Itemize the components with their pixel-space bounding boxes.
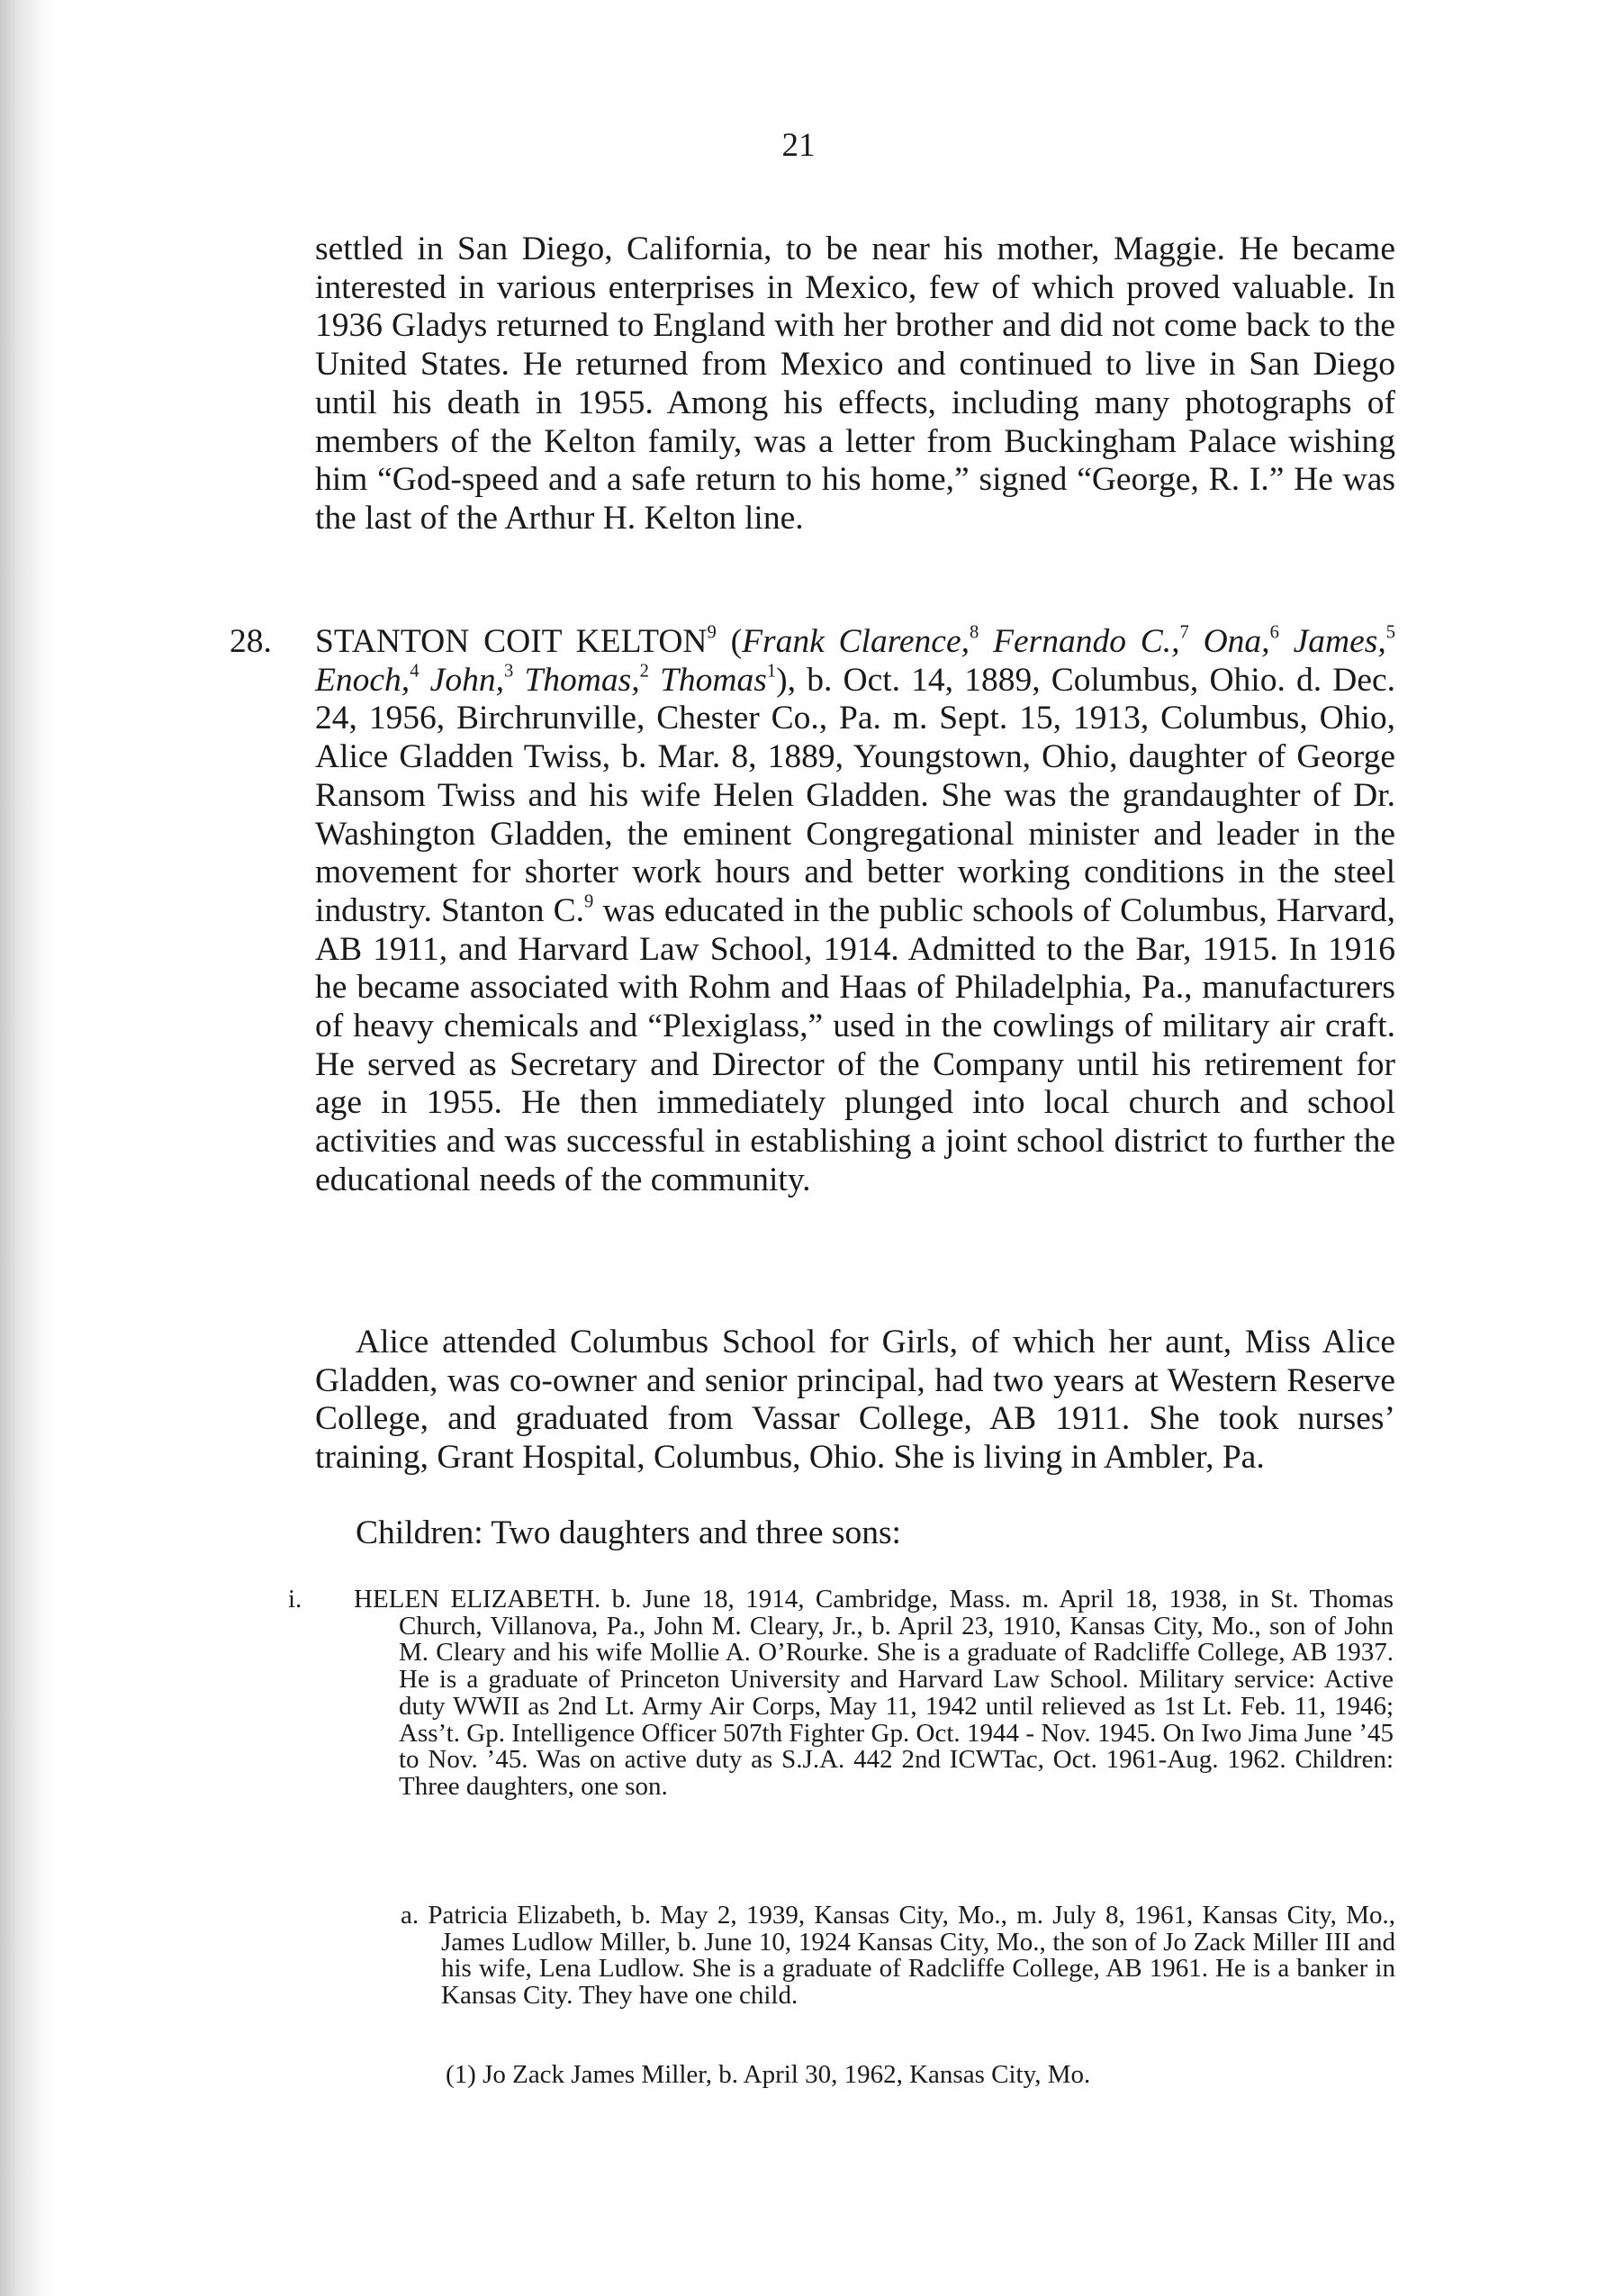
- ancestor: James,: [1293, 623, 1386, 660]
- ancestor: Thomas: [660, 661, 767, 699]
- ancestor-generation: 5: [1385, 622, 1396, 643]
- continuation-paragraph: settled in San Diego, California, to be near his mother, Maggie. He became interested in various enterprises in Mexico, few of which proved valuable. In 1936 Gladys returned to England with her brother and did not come back to the United States. He returned from Mexico and continued to live in San Diego until his death in 1955. Among his effects, including many photographs of members of the Kelton family, was a letter from Buckingham Palace wishing him “God-speed and a safe return to his home,” signed “George, R. I.” He was the last of the Arthur H. Kelton line.: [315, 231, 1395, 537]
- entry-name: STANTON COIT KELTON: [315, 623, 708, 660]
- great-grandchild-entry-1: (1) Jo Zack James Miller, b. April 30, 1962, Kansas City, Mo.: [446, 2060, 1091, 2089]
- entry-text-part-1: b. Oct. 14, 1889, Columbus, Ohio. d. Dec. 24, 1956, Birchrunville, Chester Co., Pa. m. Sept. 15, 1913, Columbus, Ohio, Alice Gladden Twiss, b. Mar. 8, 1889, Youngstown, Ohio, daughter of George Ransom Twiss and his wife Helen Gladden. She was the grandaughter of Dr. Washington Gladden, the eminent Congregational minister and leader in the movement for shorter work hours and better working conditions in the steel industry. Stanton C.: [315, 661, 1396, 929]
- stanton-generation: 9: [584, 891, 594, 912]
- book-spine-shadow: [0, 0, 54, 2296]
- ancestor-generation: 3: [503, 661, 514, 682]
- ancestor-generation: 8: [969, 622, 979, 643]
- entry-28-body: [315, 623, 1395, 1200]
- lineage-open: (: [730, 623, 743, 660]
- alice-paragraph: Alice attended Columbus School for Girls, of which her aunt, Miss Alice Gladden, was co-owner and senior principal, had two years at Western Reserve College, and graduated from Vassar College, AB 1911. She took nurses’ training, Grant Hospital, Columbus, Ohio. She is living in Ambler, Pa.: [315, 1324, 1395, 1477]
- child-text: HELEN ELIZABETH. b. June 18, 1914, Cambridge, Mass. m. April 18, 1938, in St. Thomas Church, Villanova, Pa., John M. Cleary, Jr., b. April 23, 1910, Kansas City, Mo., son of John M. Cleary and his wife Mollie A. O’Rourke. She is a graduate of Radcliffe College, AB 1937. He is a graduate of Princeton University and Harvard Law School. Military service: Active duty WWII as 2nd Lt. Army Air Corps, May 11, 1942 until relieved as 1st Lt. Feb. 11, 1946; Ass’t. Gp. Intelligence Officer 507th Fighter Gp. Oct. 1944 - Nov. 1945. On Iwo Jima June ’45 to Nov. ’45. Was on active duty as S.J.A. 442 2nd ICWTac, Oct. 1961-Aug. 1962. Children: Three daughters, one son.: [354, 1585, 1394, 1801]
- ancestor: Ona,: [1203, 623, 1270, 660]
- ancestor: Frank Clarence,: [742, 623, 970, 660]
- lineage-close: ),: [776, 661, 797, 699]
- ancestor-generation: 6: [1269, 622, 1279, 643]
- ancestor-generation: 4: [410, 661, 420, 682]
- grandchild-entry-a: a. Patricia Elizabeth, b. May 2, 1939, Kansas City, Mo., m. July 8, 1961, Kansas City, Mo., James Ludlow Miller, b. June 10, 1924 Kansas City, Mo., the son of Jo Zack Miller III and his wife, Lena Ludlow. She is a graduate of Radcliffe College, AB 1961. He is a banker in Kansas City. They have one child.: [401, 1901, 1395, 2011]
- page-number: 21: [781, 127, 816, 164]
- ancestor: John,: [429, 661, 504, 699]
- child-numeral: i.: [288, 1585, 302, 1614]
- ancestor-generation: 1: [766, 661, 777, 682]
- entry-name-generation: 9: [707, 622, 717, 643]
- ancestor: Fernando C.,: [993, 623, 1180, 660]
- ancestor-generation: 2: [639, 661, 649, 682]
- ancestor-generation: 7: [1179, 622, 1189, 643]
- ancestor: Enoch,: [315, 661, 411, 699]
- entry-text-part-2: was educated in the public schools of Columbus, Harvard, AB 1911, and Harvard Law School, 1914. Admitted to the Bar, 1915. In 1916 he became associated with Rohm and Haas of Philadelphia, Pa., manufacturers of heavy chemicals and “Plexiglass,” used in the cowlings of military air craft. He served as Secretary and Director of the Company until his retirement for age in 1955. He then immediately plunged into local church and school activities and was successful in establishing a joint school district to further the educational needs of the community.: [315, 891, 1395, 1198]
- ancestor: Thomas,: [524, 661, 640, 699]
- children-intro: Children: Two daughters and three sons:: [356, 1514, 901, 1551]
- entry-number: 28.: [230, 623, 272, 660]
